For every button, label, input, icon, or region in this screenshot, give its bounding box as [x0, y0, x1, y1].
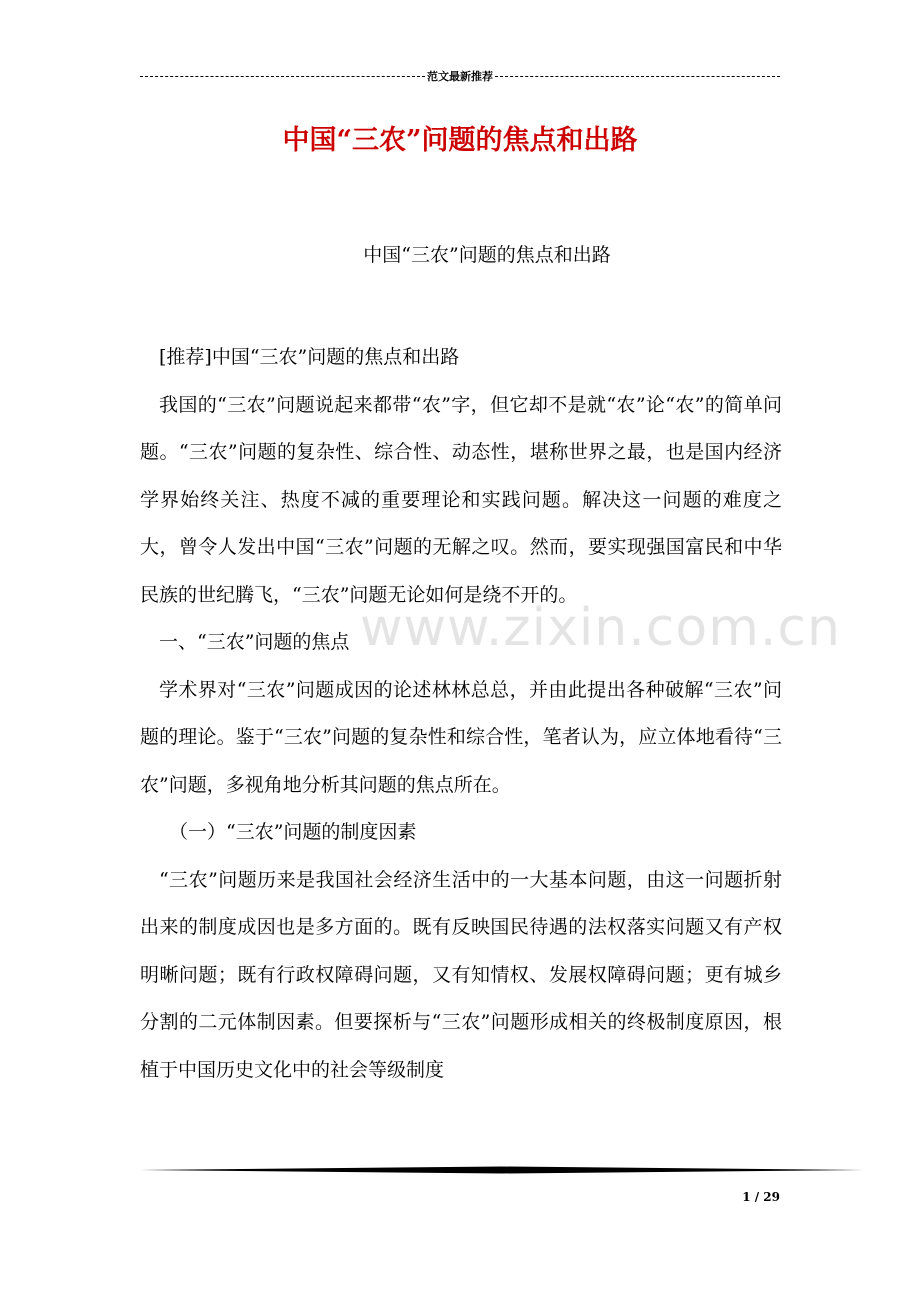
page-number: 1 / 29: [742, 1190, 780, 1204]
paragraph-intro: 我国的“三农”问题说起来都带“农”字，但它却不是就“农”论“农”的简单问题。“三农”问题的复杂性、综合性、动态性，堪称世界之最，也是国内经济学界始终关注、热度不减的重要理论和实践问题。解决这一问题的难度之大，曾令人发出中国“三农”问题的无解之叹。然而，要实现强国富民和中华民族的世纪腾飞，“三农”问题无论如何是绕不开的。: [140, 393, 782, 606]
page-header: [140, 66, 780, 86]
paragraph-recommend: [推荐]中国“三农”问题的焦点和出路: [159, 346, 460, 368]
document-body: [140, 334, 782, 1094]
footer-rule: [140, 1166, 864, 1174]
subsection-heading-1: （一）“三农”问题的制度因素: [169, 821, 417, 843]
document-subtitle: 中国“三农”问题的焦点和出路: [363, 244, 611, 266]
paragraph-subsection-1: “三农”问题历来是我国社会经济生活中的一大基本问题，由这一问题折射出来的制度成因也是多方面的。既有反映国民待遇的法权落实问题又有产权明晰问题；既有行政权障碍问题，又有知情权、发展权障碍问题；更有城乡分割的二元体制因素。但要探析与“三农”问题形成相关的终极制度原因，根植于中国历史文化中的社会等级制度: [140, 868, 782, 1081]
header-dash-right: [495, 76, 780, 77]
watermark: www.zixin.com.cn: [360, 598, 841, 658]
header-text: 范文最新推荐: [427, 70, 493, 83]
section-heading-1: 一、“三农”问题的焦点: [159, 631, 350, 653]
document-title: 中国“三农”问题的焦点和出路: [282, 125, 638, 156]
paragraph-section-1: 学术界对“三农”问题成因的论述林林总总，并由此提出各种破解“三农”问题的理论。鉴于“三农”问题的复杂性和综合性，笔者认为，应立体地看待“三农”问题，多视角地分析其问题的焦点所在。: [140, 678, 782, 796]
header-dash-left: [140, 76, 425, 77]
